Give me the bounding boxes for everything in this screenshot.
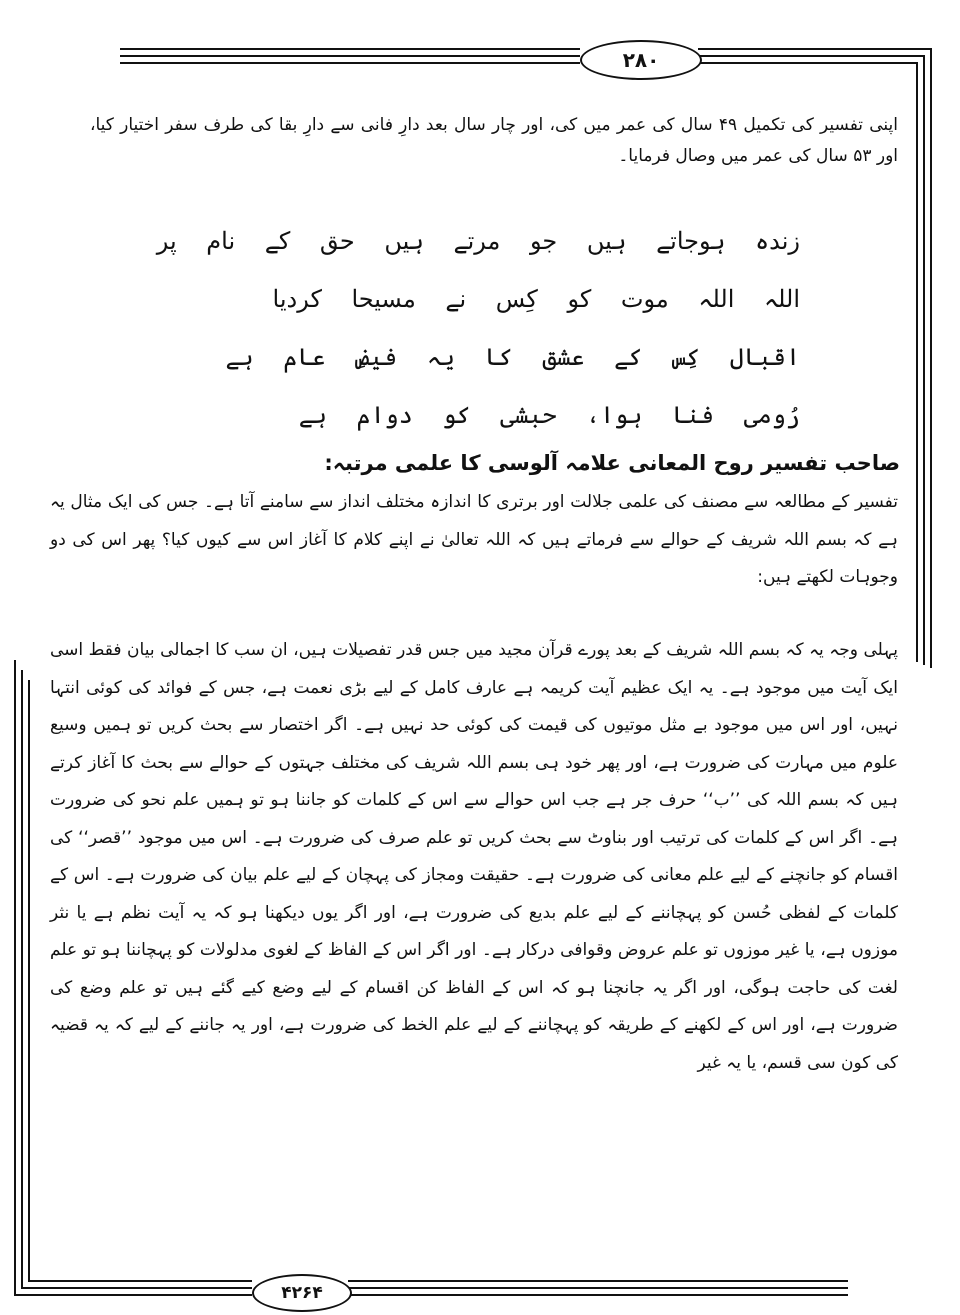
paragraph-2-text: تفسیر کے مطالعہ سے مصنف کی علمی جلالت اور برتری کا اندازہ مختلف انداز سے سامنے آتا ہے۔ جس کی ایک مثال یہ ہے کہ بسم اللہ شریف کے حوالے سے فرماتے ہیں کہ اللہ تعالیٰ نے اپنے کلام کا آغاز اس سے کیوں کیا؟ پھر اس کی دو وجوہات لکھتے ہیں: bbox=[50, 492, 898, 587]
frame-right-rule-3 bbox=[916, 62, 918, 662]
paragraph-3-text: پہلی وجہ یہ کہ بسم اللہ شریف کے بعد پورے قرآن مجید میں جس قدر تفصیلات ہیں، ان سب کا اجمالی بیان فقط اسی ایک آیت میں موجود ہے۔ یہ ایک عظیم آیت کریمہ ہے عارف کامل کے لیے بڑی نعمت ہے، جس کے فوائد کی کوئی انتہا نہیں، اور اس میں موجود بے مثل موتیوں کی قیمت کی کوئی حد نہیں ہے۔ اگر اختصار سے بحث کریں تو ہمیں وسیع علوم میں مہارت کی ضرورت ہے، اور پھر خود ہی بسم اللہ شریف کی مختلف جہتوں کے حوالے سے بحث کا آغاز کرتے ہیں کہ بسم اللہ کی ’’ب‘‘ حرف جر ہے جب اس حوالے سے اس کے کلمات کو جاننا ہو تو ہمیں علم نحو کی ضرورت ہے۔ اگر اس کے کلمات کی ترتیب اور بناوٹ سے بحث کریں تو علم صرف کی ضرورت ہے۔ اس میں موجود ’’قصر‘‘ کی اقسام کو جانچنے کے لیے علم معانی کی ضرورت ہے۔ حقیقت ومجاز کی پہچان کے لیے علم بیان کی ضرورت ہے۔ اس کے کلمات کے لفظی حُسن کو پہچاننے کے لیے علم بدیع کی ضرورت ہے، اور اگر یوں دیکھنا ہو کہ یہ آیت نظم ہے یا نثر موزوں ہے، یا غیر موزوں تو علم عروض وقوافی درکار ہے۔ اور اگر اس کے الفاظ کے لغوی مدلولات کو پہچاننا ہو تو علم لغت کی حاجت ہوگی، اور اگر یہ جانچنا ہو کہ اس کے الفاظ کن اقسام کے لیے وضع کیے گئے ہیں تو علم وضع کی ضرورت ہے، اور اس کے لکھنے کے طریقہ کو پہچاننے کے لیے علم الخط کی ضرورت ہے، اور یہ جاننے کے لیے کہ یہ قضیہ کی کون سی قسم، یا یہ غیر bbox=[50, 640, 898, 1073]
frame-bottom-rule-1 bbox=[14, 1294, 252, 1296]
poem-line: اللہ اللہ موت کو کِس نے مسیحا کردیا bbox=[272, 285, 800, 313]
paragraph-2 bbox=[50, 484, 898, 597]
intro-paragraph-text: اپنی تفسیر کی تکمیل ۴۹ سال کی عمر میں کی، اور چار سال بعد دارِ فانی سے دارِ بقا کی طرف سفر اختیار کیا، اور ۵۳ سال کی عمر میں وصال فرمایا۔ bbox=[90, 115, 898, 166]
frame-bottom-rule-2 bbox=[21, 1287, 252, 1289]
frame-left-rule-1 bbox=[14, 660, 16, 1294]
frame-left-rule-3 bbox=[28, 680, 30, 1280]
frame-bottom-rule-6 bbox=[348, 1280, 848, 1282]
frame-top-rule-2 bbox=[120, 55, 580, 57]
section-heading: صاحب تفسیر روح المعانی علامہ آلوسی کا علمی مرتبہ: bbox=[324, 451, 900, 475]
frame-top-rule-4 bbox=[698, 48, 930, 50]
frame-right-rule-1 bbox=[930, 48, 932, 668]
frame-bottom-rule-3 bbox=[28, 1280, 252, 1282]
frame-left-rule-2 bbox=[21, 670, 23, 1287]
page-number-bottom: ۴۲۶۴ bbox=[252, 1274, 352, 1312]
poem-block bbox=[156, 212, 800, 444]
poem-line: رُومی فنا ہوا، حبشی کو دوام ہے bbox=[298, 401, 800, 429]
frame-top-rule-1 bbox=[120, 48, 580, 50]
frame-right-rule-2 bbox=[923, 55, 925, 665]
poem-line: زندہ ہوجاتے ہیں جو مرتے ہیں حق کے نام پر bbox=[156, 227, 800, 255]
frame-bottom-rule-4 bbox=[348, 1294, 848, 1296]
frame-top-rule-3 bbox=[120, 62, 580, 64]
frame-bottom-rule-5 bbox=[348, 1287, 848, 1289]
frame-top-rule-6 bbox=[698, 62, 916, 64]
page-number-top: ۲۸۰ bbox=[580, 40, 702, 80]
frame-top-rule-5 bbox=[698, 55, 923, 57]
intro-paragraph bbox=[90, 110, 898, 172]
paragraph-3 bbox=[50, 632, 898, 1082]
poem-line: اقبال کِس کے عشق کا یہ فیضِ عام ہے bbox=[225, 343, 800, 371]
